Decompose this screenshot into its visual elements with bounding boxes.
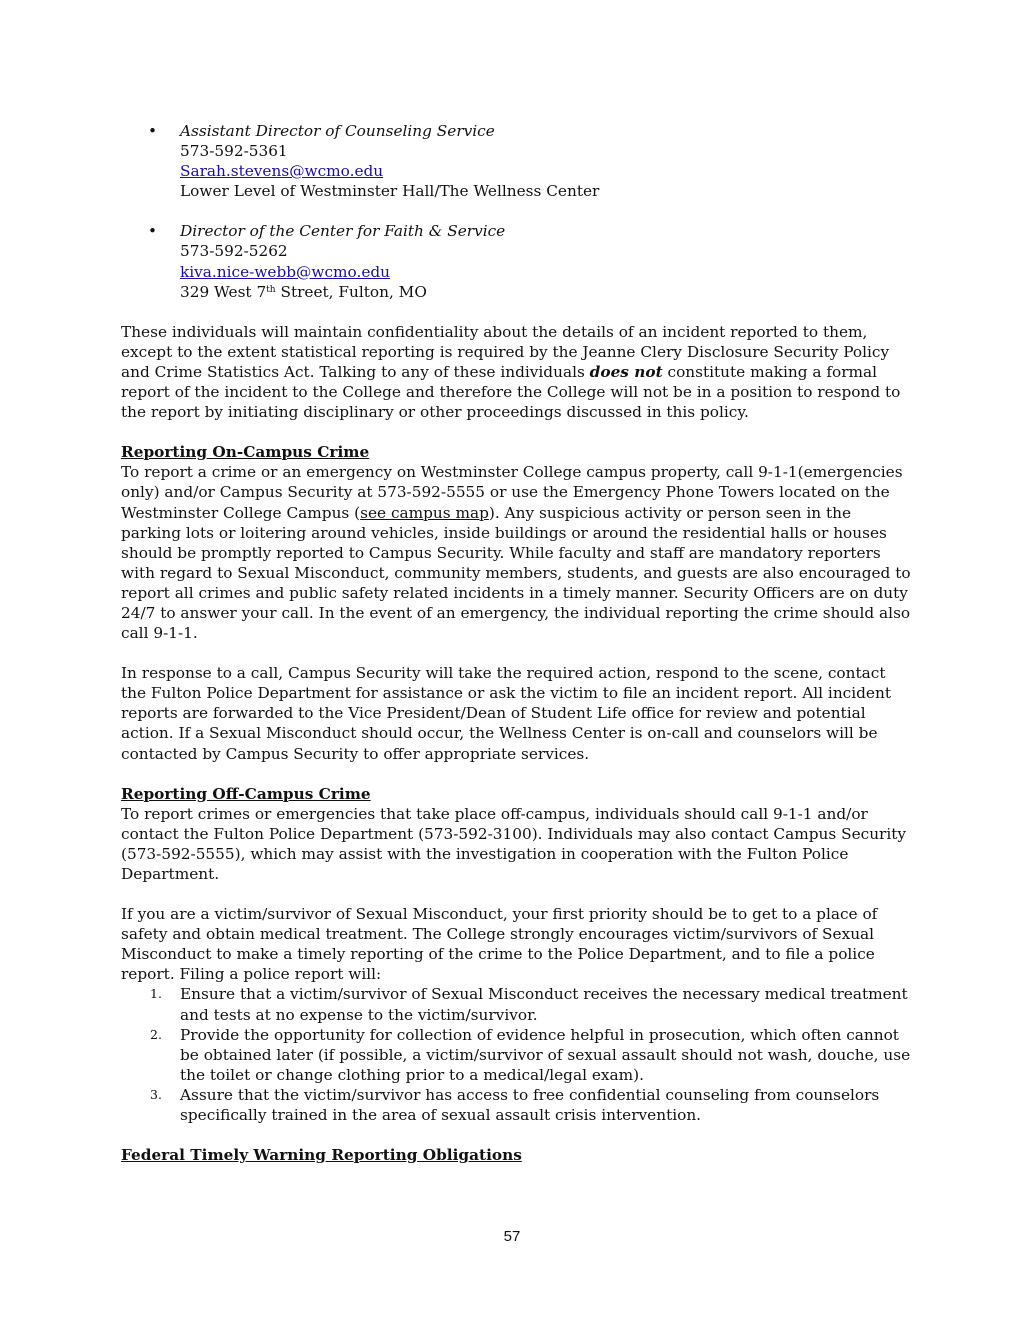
contact-location: 329 West 7th Street, Fulton, MO	[180, 282, 427, 301]
list-item: 3. Assure that the victim/survivor has access to free confidential counseling from counselors specifically trained in the area of sexual assault crisis intervention.	[150, 1085, 880, 1125]
contact-location: Lower Level of Westminster Hall/The Wellness Center	[180, 182, 600, 201]
contact-entry-faith-service	[121, 221, 911, 301]
off-campus-paragraph: To report crimes or emergencies that take place off-campus, individuals should call 9-1-1 and/or contact the Fulton Police Department (573-592-3100). Individuals may also contact Campus Security (573-592-5555), which may assist with the investigation in cooperation with the Fulton Police Department.	[121, 804, 907, 883]
campus-map-link[interactable]: see campus map	[360, 503, 489, 522]
contact-phone: 573-592-5361	[180, 142, 288, 161]
victim-paragraph: If you are a victim/survivor of Sexual Misconduct, your first priority should be to get to a place of safety and obtain medical treatment. The College strongly encourages victim/survivors of Sexual Misconduct to make a timely reporting of the crime to the Police Department, and to file a police report. Filing a police report will:	[121, 905, 878, 984]
contact-entry-counseling	[121, 121, 911, 201]
section-heading-on-campus: Reporting On-Campus Crime	[121, 443, 370, 462]
confidentiality-paragraph: These individuals will maintain confidentiality about the details of an incident reported to them, except to the extent statistical reporting is required by the Jeanne Clery Disclosure Security Policy and Crime Statistics Act. Talking to any of these individuals does not constitute making a formal report of the incident to the College and therefore the College will not be in a position to respond to the report by initiating disciplinary or other proceedings discussed in this policy.	[121, 322, 901, 422]
list-item: 2. Provide the opportunity for collection of evidence helpful in prosecution, which often cannot be obtained later (if possible, a victim/survivor of sexual assault should not wash, douche, use the toilet or change clothing prior to a medical/legal exam).	[150, 1025, 911, 1084]
section-heading-off-campus: Reporting Off-Campus Crime	[121, 784, 371, 803]
contact-title: Assistant Director of Counseling Service	[180, 122, 495, 140]
on-campus-paragraph: To report a crime or an emergency on Westminster College campus property, call 9-1-1(emergencies only) and/or Campus Security at 573-592-5555 or use the Emergency Phone Towers located on the Westminster College Campus (see campus map). Any suspicious activity or person seen in the parking lots or loitering around vehicles, inside buildings or around the residential halls or houses should be promptly reported to Campus Security. While faculty and staff are mandatory reporters with regard to Sexual Misconduct, community members, students, and guests are also encouraged to report all crimes and public safety related incidents in a timely manner. Security Officers are on duty 24/7 to answer your call. In the event of an emergency, the individual reporting the crime should also call 9-1-1.	[121, 463, 911, 643]
contact-email-link[interactable]: Sarah.stevens@wcmo.edu	[180, 162, 384, 181]
page-number: 57	[503, 1228, 521, 1245]
section-heading-federal: Federal Timely Warning Reporting Obligations	[121, 1146, 522, 1165]
police-report-list	[121, 984, 911, 1125]
response-paragraph: In response to a call, Campus Security will take the required action, respond to the scene, contact the Fulton Police Department for assistance or ask the victim to file an incident report. All incident reports are forwarded to the Vice President/Dean of Student Life office for review and potential action. If a Sexual Misconduct should occur, the Wellness Center is on-call and counselors will be contacted by Campus Security to offer appropriate services.	[121, 664, 891, 763]
list-item: 1. Ensure that a victim/survivor of Sexual Misconduct receives the necessary medical treatment and tests at no expense to the victim/survivor.	[150, 985, 908, 1024]
bullet-icon: •	[148, 222, 158, 241]
document-page	[121, 121, 911, 1165]
bullet-icon: •	[148, 122, 158, 140]
contact-phone: 573-592-5262	[180, 242, 288, 261]
contact-title: Director of the Center for Faith & Service	[180, 222, 506, 241]
contact-email-link[interactable]: kiva.nice-webb@wcmo.edu	[180, 262, 391, 281]
emphasis-text: does not	[589, 362, 663, 381]
